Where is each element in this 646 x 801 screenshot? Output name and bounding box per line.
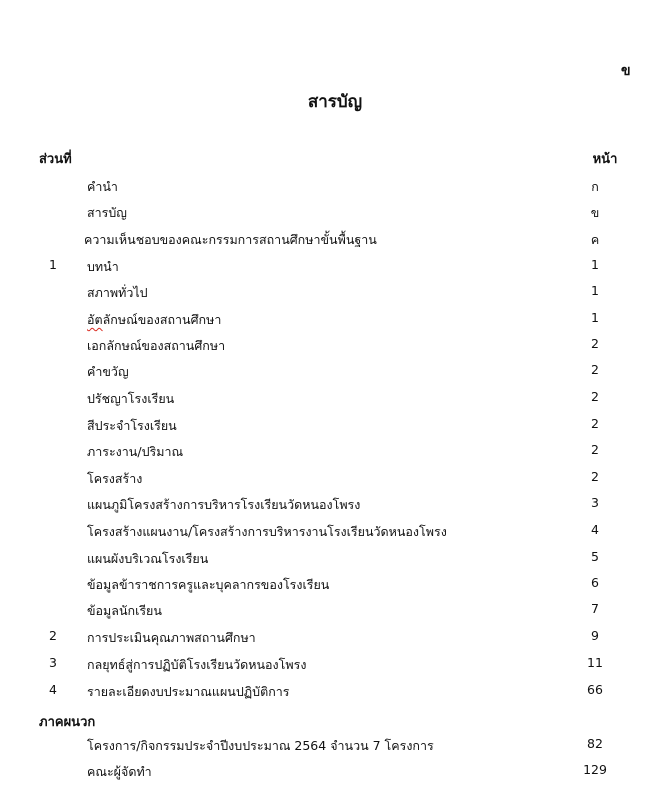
toc-number: 3 (49, 655, 57, 670)
spellcheck-marked-text: อัต (87, 312, 103, 327)
toc-number: 2 (49, 628, 57, 643)
toc-page: 1 (591, 257, 599, 272)
toc-title: ข้อมูลนักเรียน (87, 603, 162, 618)
toc-title: สภาพทั่วไป (87, 285, 148, 300)
toc-row (0, 575, 646, 599)
page-title: สารบัญ (307, 92, 363, 112)
toc-row (0, 655, 646, 679)
header-page-label: หน้า (592, 152, 618, 167)
toc-row (0, 601, 646, 625)
toc-page: ข (590, 205, 600, 220)
toc-title: รายละเอียดงบประมาณแผนปฏิบัติการ (87, 684, 290, 699)
toc-title: คำนำ (87, 179, 118, 194)
toc-page: 2 (591, 389, 599, 404)
toc-page: 82 (587, 736, 603, 751)
page-letter: ข (621, 63, 631, 79)
toc-title: ปรัชญาโรงเรียน (87, 391, 175, 406)
toc-row (0, 177, 646, 201)
toc-title: การประเมินคุณภาพสถานศึกษา (87, 630, 256, 645)
toc-page: 2 (591, 469, 599, 484)
toc-page: 2 (591, 336, 599, 351)
toc-page: 1 (591, 310, 599, 325)
toc-row (0, 549, 646, 573)
toc-row (0, 389, 646, 413)
toc-page: 1 (591, 283, 599, 298)
toc-title (87, 310, 221, 330)
toc-row (0, 469, 646, 493)
toc-page: ก (591, 179, 599, 194)
toc-row (0, 416, 646, 440)
toc-row (0, 283, 646, 307)
toc-page: ค (590, 232, 600, 247)
toc-row (0, 762, 646, 786)
toc-page: 129 (583, 762, 607, 777)
toc-page: 4 (591, 522, 599, 537)
toc-title: บทนำ (87, 259, 119, 274)
toc-row (0, 495, 646, 519)
toc-row (0, 336, 646, 360)
toc-row (0, 442, 646, 466)
toc-page: 6 (591, 575, 599, 590)
toc-title: กลยุทธ์สู่การปฏิบัติโรงเรียนวัดหนองโพรง (87, 657, 307, 672)
toc-page: 3 (591, 495, 599, 510)
toc-number: 4 (49, 682, 57, 697)
toc-row (0, 628, 646, 652)
toc-title: แผนผังบริเวณโรงเรียน (87, 551, 209, 566)
header-section-label: ส่วนที่ (39, 152, 72, 167)
toc-title: ภาระงาน/ปริมาณ (87, 444, 184, 459)
toc-row (0, 310, 646, 334)
toc-row (0, 362, 646, 386)
toc-row (0, 682, 646, 706)
toc-title: ความเห็นชอบของคณะกรรมการสถานศึกษาขั้นพื้นฐาน (84, 232, 377, 247)
toc-title: คำขวัญ (87, 364, 129, 379)
toc-page: 2 (591, 442, 599, 457)
appendix-label: ภาคผนวก (39, 715, 96, 730)
toc-title: คณะผู้จัดทำ (87, 764, 152, 779)
toc-title: โครงสร้าง (87, 471, 143, 486)
toc-page: 9 (591, 628, 599, 643)
toc-page: 5 (591, 549, 599, 564)
toc-row (0, 230, 646, 254)
toc-row (0, 257, 646, 281)
toc-title: โครงการ/กิจกรรมประจำปีงบประมาณ 2564 จำนวน 7 โครงการ (87, 738, 434, 753)
toc-row (0, 203, 646, 227)
toc-row (0, 522, 646, 546)
toc-row (0, 736, 646, 760)
toc-title: สารบัญ (87, 205, 127, 220)
toc-page: 11 (587, 655, 603, 670)
toc-title: ข้อมูลข้าราชการครูและบุคลากรของโรงเรียน (87, 577, 330, 592)
toc-page: 7 (591, 601, 599, 616)
toc-title: สีประจำโรงเรียน (87, 418, 177, 433)
toc-page: 2 (591, 362, 599, 377)
toc-title-rest: ลักษณ์ของสถานศึกษา (102, 312, 222, 327)
toc-title: เอกลักษณ์ของสถานศึกษา (87, 338, 226, 353)
toc-title: โครงสร้างแผนงาน/โครงสร้างการบริหารงานโรงเรียนวัดหนองโพรง (87, 524, 447, 539)
toc-page: 66 (587, 682, 603, 697)
toc-title: แผนภูมิโครงสร้างการบริหารโรงเรียนวัดหนองโพรง (87, 497, 361, 512)
toc-number: 1 (49, 257, 57, 272)
toc-page: 2 (591, 416, 599, 431)
